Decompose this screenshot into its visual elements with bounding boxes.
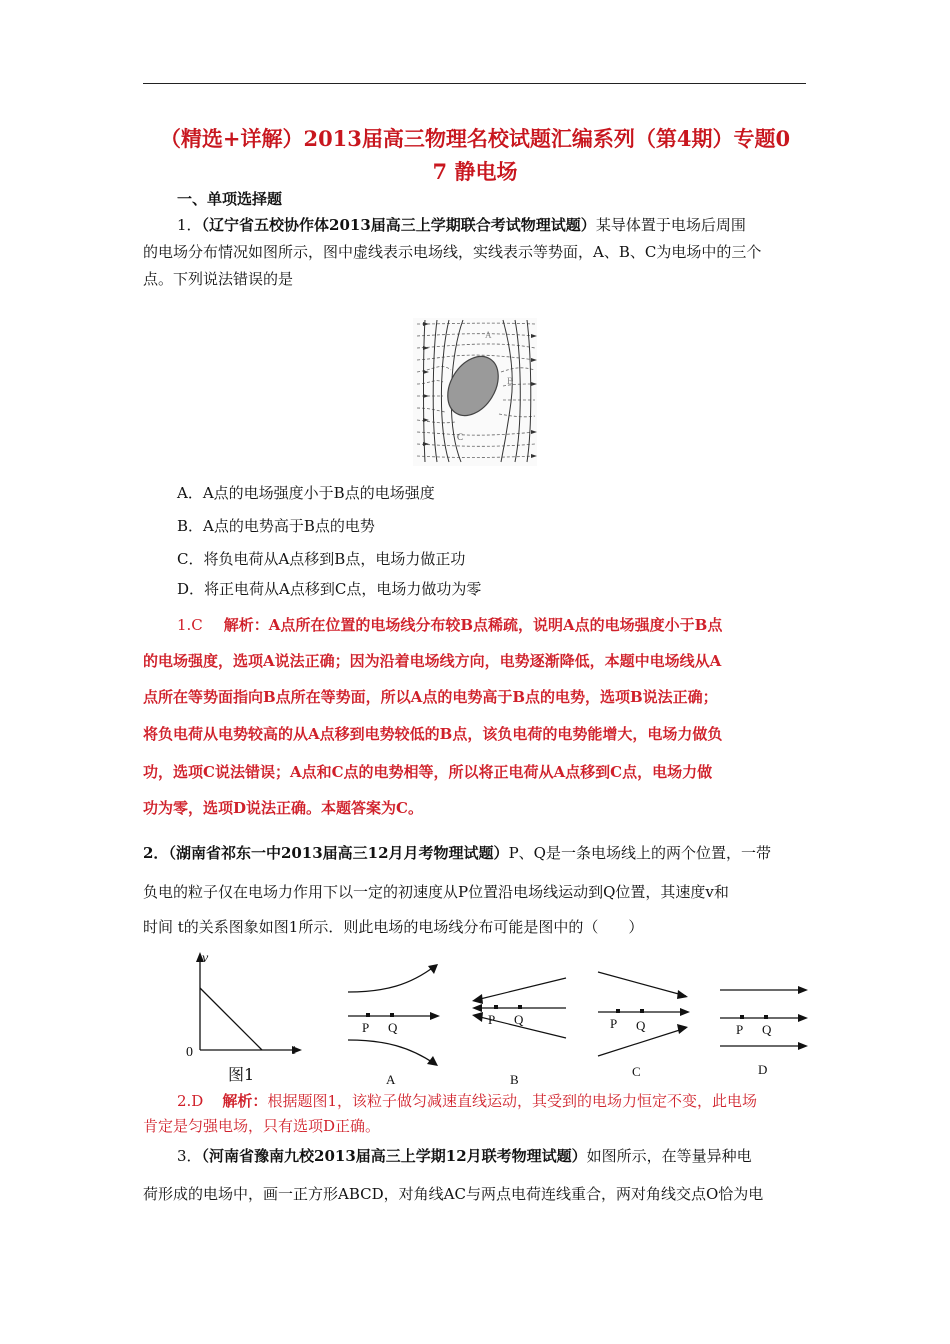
q1-line2: 的电场分布情况如图所示，图中虚线表示电场线，实线表示等势面，A、B、C为电场中的三个 <box>143 243 762 261</box>
q1-field-figure <box>393 312 543 468</box>
q2-graph-origin: 0 <box>186 1045 193 1060</box>
q2-c-label: C <box>632 1064 641 1079</box>
doc-title-line1: （精选+详解）2013届高三物理名校试题汇编系列（第4期）专题0 <box>159 126 791 151</box>
q2-line1 <box>143 842 771 863</box>
q2-analysis-label: 解析： <box>222 1092 268 1110</box>
q2-a-label: A <box>386 1072 396 1087</box>
q3-source: （河南省豫南九校2013届高三上学期12月联考物理试题） <box>201 1147 587 1165</box>
q2-graph-v-label: v <box>202 951 209 966</box>
q2-a-q: Q <box>388 1020 398 1035</box>
q3-text1: 如图所示，在等量异种电 <box>586 1147 752 1165</box>
q2-b-p: P <box>488 1012 496 1027</box>
q2-d-q: Q <box>762 1022 772 1037</box>
q1-line3: 点。下列说法错误的是 <box>143 270 294 288</box>
q2-d-label: D <box>758 1062 768 1077</box>
section-heading: 一、单项选择题 <box>177 190 283 208</box>
q3-line1 <box>177 1145 752 1166</box>
q2-b-label: B <box>510 1072 519 1087</box>
q2-analysis-line1 <box>177 1090 757 1111</box>
q2-text1: P、Q是一条电场线上的两个位置，一带 <box>508 844 771 862</box>
q3-line2: 荷形成的电场中，画一正方形ABCD，对角线AC与两点电荷连线重合，两对角线交点O恰为电 <box>143 1185 764 1203</box>
q2-b-q: Q <box>514 1012 524 1027</box>
q1-option-b: B．A点的电势高于B点的电势 <box>177 517 375 535</box>
q2-vt-graph <box>180 950 310 1090</box>
q2-answer: 2.D <box>177 1092 204 1110</box>
q2-option-a-figure <box>340 960 450 1090</box>
q2-graph-t-label: t <box>292 1043 296 1058</box>
q2-graph-caption: 图1 <box>228 1065 255 1084</box>
q2-option-c-figure <box>590 960 700 1090</box>
q1-label-b: B <box>507 376 514 386</box>
q1-label-a: A <box>485 330 492 340</box>
q2-line3: 时间 t的关系图象如图1所示．则此电场的电场线分布可能是图中的（ ） <box>143 918 644 936</box>
q1-source: （辽宁省五校协作体2013届高三上学期联合考试物理试题） <box>201 216 596 234</box>
q1-analysis-line4: 将负电荷从电势较高的从A点移到电势较低的B点，该负电荷的电势能增大，电场力做负 <box>143 725 723 743</box>
q1-analysis-text1: A点所在位置的电场线分布较B点稀疏，说明A点的电场强度小于B点 <box>268 616 723 634</box>
q1-analysis-line3: 点所在等势面指向B点所在等势面，所以A点的电势高于B点的电势，选项B说法正确； <box>143 688 718 706</box>
q2-option-d-figure <box>712 960 822 1090</box>
q1-analysis-line5: 功，选项C说法错误；A点和C点的电势相等，所以将正电荷从A点移到C点，电场力做 <box>143 763 713 781</box>
q1-option-a: A．A点的电场强度小于B点的电场强度 <box>177 484 435 502</box>
q2-line2: 负电的粒子仅在电场力作用下以一定的初速度从P位置沿电场线运动到Q位置，其速度v和 <box>143 883 729 901</box>
q1-analysis-line6: 功为零，选项D说法正确。本题答案为C。 <box>143 799 423 817</box>
q1-answer: 1.C <box>177 616 203 634</box>
q1-option-d: D．将正电荷从A点移到C点，电场力做功为零 <box>177 580 482 598</box>
q2-option-b-figure <box>466 960 576 1090</box>
q1-analysis-line1 <box>177 614 722 635</box>
doc-title-line2: 7 静电场 <box>432 159 518 184</box>
q2-analysis-text1: 根据题图1，该粒子做匀减速直线运动，其受到的电场力恒定不变，此电场 <box>267 1092 757 1110</box>
q1-line1 <box>177 214 746 235</box>
q2-c-q: Q <box>636 1018 646 1033</box>
q1-text1: 某导体置于电场后周围 <box>595 216 746 234</box>
q1-label-c: C <box>457 432 464 442</box>
header-rule <box>143 83 806 84</box>
q2-a-p: P <box>362 1020 370 1035</box>
q2-source: （湖南省祁东一中2013届高三12月月考物理试题） <box>168 844 509 862</box>
q3-number: 3． <box>177 1147 202 1165</box>
q1-analysis-line2: 的电场强度，选项A说法正确；因为沿着电场线方向，电势逐渐降低，本题中电场线从A <box>143 652 722 670</box>
q1-analysis-label: 解析： <box>223 616 269 634</box>
q2-number: 2． <box>143 844 169 862</box>
q1-option-c: C．将负电荷从A点移到B点，电场力做正功 <box>177 550 466 568</box>
q2-c-p: P <box>610 1016 618 1031</box>
q1-number: 1． <box>177 216 202 234</box>
q2-d-p: P <box>736 1022 744 1037</box>
q2-analysis-line2: 肯定是匀强电场，只有选项D正确。 <box>143 1117 381 1135</box>
